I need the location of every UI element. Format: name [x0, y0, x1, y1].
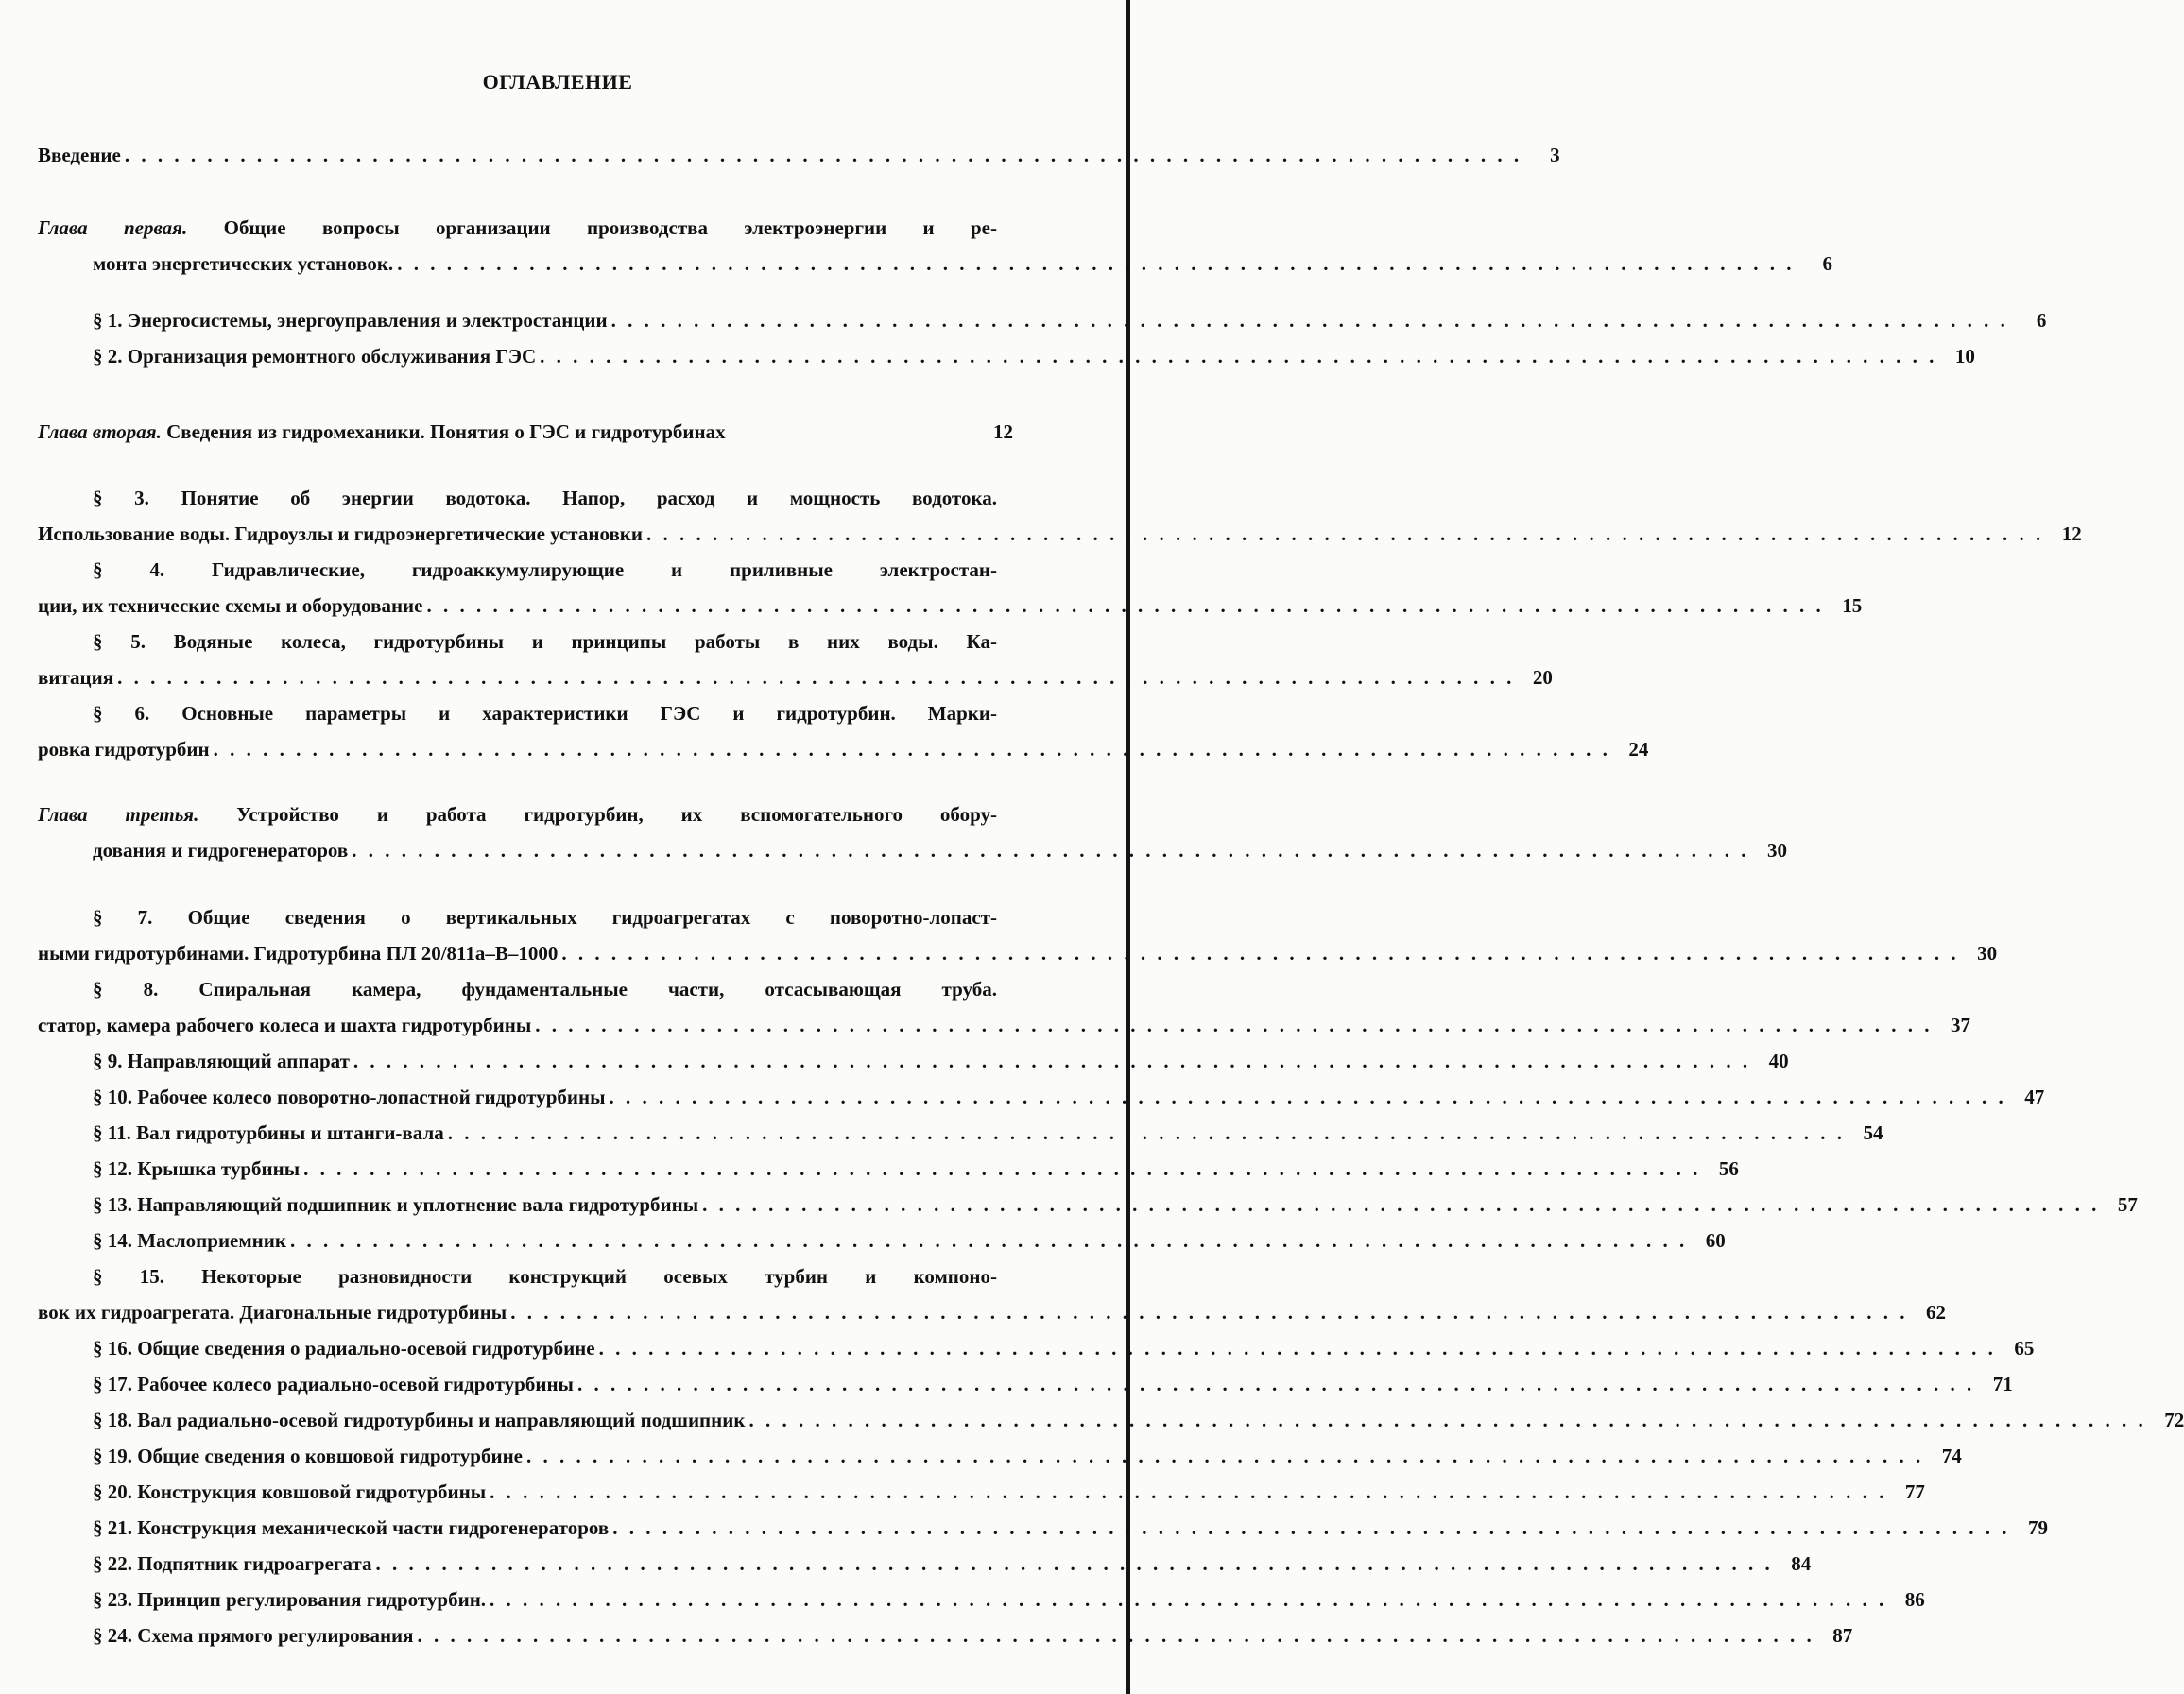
entry-title-line-1: § 7. Общие сведения о вертикальных гидроагрегатах с поворотно-лопаст-	[93, 906, 997, 929]
toc-entry-section-5[interactable]	[0, 624, 1553, 695]
chapter-title-line-1: Общие вопросы организации производства электроэнергии и ре-	[223, 216, 997, 239]
toc-entry-section-15[interactable]	[0, 1258, 1946, 1330]
page-number: 15	[1842, 594, 1863, 617]
toc-entry-section-3[interactable]	[0, 480, 2082, 552]
page-number: 74	[1941, 1445, 1962, 1467]
entry-title: Введение	[38, 144, 121, 166]
leader-dots: . . . . . . . . . . . . . . . . . . . . . . . . . . . . . . . . . . . . . . . . . . . . . . . . . . . . . . . . . . . . . . . . . . . . . . . . . . . . . . . . . . . . .	[353, 1050, 1751, 1072]
entry-title: § 22. Подпятник гидроагрегата	[93, 1552, 372, 1575]
toc-entry-section-20[interactable]	[0, 1474, 1925, 1510]
page-number: 87	[1832, 1624, 1853, 1647]
toc-entry-section-21[interactable]	[0, 1510, 2048, 1546]
chapter-title-line-2: монта энергетических установок.	[93, 252, 394, 275]
entry-title: § 18. Вал радиально-осевой гидротурбины и направляющий подшипник	[93, 1409, 746, 1431]
toc-heading: ОГЛАВЛЕНИЕ	[482, 70, 633, 94]
toc-entry-section-7[interactable]	[0, 899, 1998, 971]
leader-dots: . . . . . . . . . . . . . . . . . . . . . . . . . . . . . . . . . . . . . . . . . . . . . . . . . . . . . . . . . . . . . . . . . . . . . . . . . . . . . . . . . . . . .	[598, 1337, 1997, 1360]
entry-title: § 17. Рабочее колесо радиально-осевой гидротурбины	[93, 1373, 574, 1395]
toc-entry-section-11[interactable]	[0, 1115, 1883, 1151]
toc-entry-section-22[interactable]	[0, 1546, 1812, 1582]
page-number: 10	[1954, 345, 1975, 368]
chapter-title-line-1: Устройство и работа гидротурбин, их вспомогательного обору-	[236, 803, 997, 826]
toc-entry-section-18[interactable]	[0, 1402, 2184, 1438]
page-number: 6	[1822, 252, 1832, 275]
leader-dots: . . . . . . . . . . . . . . . . . . . . . . . . . . . . . . . . . . . . . . . . . . . . . . . . . . . . . . . . . . . . . . . . . . . . . . . . . . . . . . . . . . . . .	[540, 345, 1937, 368]
entry-title-line-1: § 8. Спиральная камера, фундаментальные части, отсасывающая труба.	[93, 978, 997, 1001]
page-number: 6	[2036, 309, 2047, 332]
leader-dots: . . . . . . . . . . . . . . . . . . . . . . . . . . . . . . . . . . . . . . . . . . . . . . . . . . . . . . . . . . . . . . . . . . . . . . . . . . . . . . . . . . . . .	[576, 1373, 1975, 1395]
entry-title-line-1: § 3. Понятие об энергии водотока. Напор, расход и мощность водотока.	[93, 487, 997, 509]
toc-entry-section-9[interactable]	[0, 1043, 1789, 1079]
leader-dots: . . . . . . . . . . . . . . . . . . . . . . . . . . . . . . . . . . . . . . . . . . . . . . . . . . . . . . . . . . . . . . . . . . . . . . . . . . . . . . . . . . . . .	[303, 1157, 1701, 1180]
toc-entry-section-2[interactable]	[0, 338, 1975, 374]
toc-entry-section-12[interactable]	[0, 1151, 1739, 1187]
entry-title-line-2: ции, их технические схемы и оборудование	[38, 594, 423, 617]
entry-title: § 9. Направляющий аппарат	[93, 1050, 350, 1072]
entry-title-line-1: § 6. Основные параметры и характеристики ГЭС и гидротурбин. Марки-	[93, 702, 997, 725]
leader-dots: . . . . . . . . . . . . . . . . . . . . . . . . . . . . . . . . . . . . . . . . . . . . . . . . . . . . . . . . . . . . . . . . . . . . . . . . . . . . . . . . . . . . .	[610, 309, 2009, 332]
entry-title: § 11. Вал гидротурбины и штанги-вала	[93, 1121, 444, 1144]
entry-title: § 20. Конструкция ковшовой гидротурбины	[93, 1480, 487, 1503]
page-number: 47	[2024, 1086, 2045, 1108]
entry-title: § 16. Общие сведения о радиально-осевой гидротурбине	[93, 1337, 595, 1360]
toc-entry-section-6[interactable]	[0, 695, 1649, 767]
toc-entry-section-17[interactable]	[0, 1366, 2013, 1402]
entry-title-line-2: витация	[38, 666, 114, 689]
leader-dots: . . . . . . . . . . . . . . . . . . . . . . . . . . . . . . . . . . . . . . . . . . . . . . . . . . . . . . . . . . . . . . . . . . . . . . . . . . . . . . . . . . . . .	[289, 1229, 1688, 1252]
leader-dots: . . . . . . . . . . . . . . . . . . . . . . . . . . . . . . . . . . . . . . . . . . . . . . . . . . . . . . . . . . . . . . . . . . . . . . . . . . . . . . . . . . . . .	[426, 594, 1825, 617]
page-number: 60	[1705, 1229, 1726, 1252]
chapter-label: Глава вторая.	[38, 420, 162, 443]
entry-title-line-2: ровка гидротурбин	[38, 738, 210, 761]
toc-entry-section-10[interactable]	[0, 1079, 2045, 1115]
toc-entry-section-16[interactable]	[0, 1330, 2035, 1366]
leader-dots: . . . . . . . . . . . . . . . . . . . . . . . . . . . . . . . . . . . . . . . . . . . . . . . . . . . . . . . . . . . . . . . . . . . . . . . . . . . . . . . . . . . . .	[375, 1552, 1774, 1575]
entry-title-line-2: ными гидротурбинами. Гидротурбина ПЛ 20/811а–В–1000	[38, 942, 559, 965]
leader-dots: . . . . . . . . . . . . . . . . . . . . . . . . . . . . . . . . . . . . . . . . . . . . . . . . . . . . . . . . . . . . . . . . . . . . . . . . . . . . . . . . . . . . .	[526, 1445, 1924, 1467]
toc-entry-section-23[interactable]	[0, 1582, 1925, 1617]
leader-dots: . . . . . . . . . . . . . . . . . . . . . . . . . . . . . . . . . . . . . . . . . . . . . . . . . . . . . . . . . . . . . . . . . . . . . . . . . . . . . . . . . . . . .	[561, 942, 1960, 965]
entry-title: § 2. Организация ремонтного обслуживания ГЭС	[93, 345, 537, 368]
leader-dots: . . . . . . . . . . . . . . . . . . . . . . . . . . . . . . . . . . . . . . . . . . . . . . . . . . . . . . . . . . . . . . . . . . . . . . . . . . . . . . . . . . . . .	[124, 144, 1522, 166]
chapter-title-line-2: дования и гидрогенераторов	[93, 839, 349, 862]
toc-entry-intro[interactable]	[0, 137, 1560, 173]
toc-entry-section-24[interactable]	[0, 1617, 1853, 1653]
toc-entry-chapter-3[interactable]	[0, 796, 1787, 868]
toc-entry-chapter-1[interactable]	[0, 210, 1832, 282]
entry-title-line-2: Использование воды. Гидроузлы и гидроэнергетические установки	[38, 522, 643, 545]
page-number: 3	[1550, 144, 1560, 166]
entry-title: § 19. Общие сведения о ковшовой гидротурбине	[93, 1445, 523, 1467]
toc-entry-section-1[interactable]	[0, 302, 2047, 338]
leader-dots: . . . . . . . . . . . . . . . . . . . . . . . . . . . . . . . . . . . . . . . . . . . . . . . . . . . . . . . . . . . . . . . . . . . . . . . . . . . . . . . . . . . . .	[352, 839, 1749, 862]
leader-dots: . . . . . . . . . . . . . . . . . . . . . . . . . . . . . . . . . . . . . . . . . . . . . . . . . . . . . . . . . . . . . . . . . . . . . . . . . . . . . . . . . . . . .	[609, 1086, 2007, 1108]
leader-dots: . . . . . . . . . . . . . . . . . . . . . . . . . . . . . . . . . . . . . . . . . . . . . . . . . . . . . . . . . . . . . . . . . . . . . . . . . . . . . . . . . . . . .	[447, 1121, 1846, 1144]
leader-dots: . . . . . . . . . . . . . . . . . . . . . . . . . . . . . . . . . . . . . . . . . . . . . . . . . . . . . . . . . . . . . . . . . . . . . . . . . . . . . . . . . . . . .	[535, 1014, 1934, 1036]
page-number: 30	[1766, 839, 1787, 862]
chapter-title: Сведения из гидромеханики. Понятия о ГЭС и гидротурбинах	[166, 420, 726, 443]
leader-dots: . . . . . . . . . . . . . . . . . . . . . . . . . . . . . . . . . . . . . . . . . . . . . . . . . . . . . . . . . . . . . . . . . . . . . . . . . . . . . . . . . . . . .	[490, 1588, 1887, 1611]
leader-dots: . . . . . . . . . . . . . . . . . . . . . . . . . . . . . . . . . . . . . . . . . . . . . . . . . . . . . . . . . . . . . . . . . . . . . . . . . . . . . . . . . . . . .	[490, 1480, 1887, 1503]
entry-title: § 14. Маслоприемник	[93, 1229, 286, 1252]
leader-dots: . . . . . . . . . . . . . . . . . . . . . . . . . . . . . . . . . . . . . . . . . . . . . . . . . . . . . . . . . . . . . . . . . . . . . . . . . . . . . . . . . . . . .	[510, 1301, 1908, 1324]
entry-title-line-1: § 4. Гидравлические, гидроаккумулирующие и приливные электростан-	[93, 558, 997, 581]
leader-dots: . . . . . . . . . . . . . . . . . . . . . . . . . . . . . . . . . . . . . . . . . . . . . . . . . . . . . . . . . . . . . . . . . . . . . . . . . . . . . . . . . . . . .	[646, 522, 2044, 545]
page-number: 20	[1532, 666, 1553, 689]
page-number: 62	[1925, 1301, 1946, 1324]
toc-entry-section-19[interactable]	[0, 1438, 1962, 1474]
entry-title: § 1. Энергосистемы, энергоуправления и электростанции	[93, 309, 608, 332]
entry-title-line-2: статор, камера рабочего колеса и шахта гидротурбины	[38, 1014, 532, 1036]
page-number: 72	[2164, 1409, 2184, 1431]
entry-title-line-2: вок их гидроагрегата. Диагональные гидротурбины	[38, 1301, 507, 1324]
page-number: 65	[2014, 1337, 2035, 1360]
page-number: 12	[2061, 522, 2082, 545]
page-number: 86	[1904, 1588, 1925, 1611]
toc-entry-section-13[interactable]	[0, 1187, 2138, 1223]
chapter-label: Глава третья.	[38, 803, 199, 826]
toc-entry-section-14[interactable]	[0, 1223, 1726, 1258]
toc-entry-section-8[interactable]	[0, 971, 1971, 1043]
toc-entry-chapter-2[interactable]	[0, 414, 1115, 450]
toc-entry-section-4[interactable]	[0, 552, 1863, 624]
page-number: 40	[1768, 1050, 1789, 1072]
page-number: 71	[1992, 1373, 2013, 1395]
page-number: 77	[1904, 1480, 1925, 1503]
page-number: 24	[1628, 738, 1649, 761]
entry-title: § 12. Крышка турбины	[93, 1157, 301, 1180]
leader-dots: . . . . . . . . . . . . . . . . . . . . . . . . . . . . . . . . . . . . . . . . . . . . . . . . . . . . . . . . . . . . . . . . . . . . . . . . . . . . . . . . . . . . .	[117, 666, 1515, 689]
page-number: 57	[2117, 1193, 2138, 1216]
leader-dots: . . . . . . . . . . . . . . . . . . . . . . . . . . . . . . . . . . . . . . . . . . . . . . . . . . . . . . . . . . . . . . . . . . . . . . . . . . . . . . . . . . . . .	[213, 738, 1611, 761]
leader-dots: . . . . . . . . . . . . . . . . . . . . . . . . . . . . . . . . . . . . . . . . . . . . . . . . . . . . . . . . . . . . . . . . . . . . . . . . . . . . . . . . . . . . .	[397, 252, 1795, 275]
entry-title: § 24. Схема прямого регулирования	[93, 1624, 414, 1647]
page-number: 12	[993, 420, 1013, 443]
leader-dots: . . . . . . . . . . . . . . . . . . . . . . . . . . . . . . . . . . . . . . . . . . . . . . . . . . . . . . . . . . . . . . . . . . . . . . . . . . . . . . . . . . . . .	[748, 1409, 2147, 1431]
page-number: 56	[1718, 1157, 1739, 1180]
entry-title: § 13. Направляющий подшипник и уплотнение вала гидротурбины	[93, 1193, 699, 1216]
page-number: 30	[1977, 942, 1998, 965]
page-number: 37	[1951, 1014, 1971, 1036]
entry-title-line-1: § 5. Водяные колеса, гидротурбины и принципы работы в них воды. Ка-	[93, 630, 997, 653]
page-number: 54	[1863, 1121, 1883, 1144]
page-number: 79	[2027, 1516, 2048, 1539]
chapter-label: Глава первая.	[38, 216, 188, 239]
entry-title-line-1: § 15. Некоторые разновидности конструкций осевых турбин и компоно-	[93, 1265, 997, 1288]
leader-dots: . . . . . . . . . . . . . . . . . . . . . . . . . . . . . . . . . . . . . . . . . . . . . . . . . . . . . . . . . . . . . . . . . . . . . . . . . . . . . . . . . . . . .	[612, 1516, 2010, 1539]
leader-dots: . . . . . . . . . . . . . . . . . . . . . . . . . . . . . . . . . . . . . . . . . . . . . . . . . . . . . . . . . . . . . . . . . . . . . . . . . . . . . . . . . . . . .	[417, 1624, 1815, 1647]
page-number: 84	[1791, 1552, 1812, 1575]
leader-dots: . . . . . . . . . . . . . . . . . . . . . . . . . . . . . . . . . . . . . . . . . . . . . . . . . . . . . . . . . . . . . . . . . . . . . . . . . . . . . . . . . . . . .	[702, 1193, 2100, 1216]
entry-title: § 21. Конструкция механической части гидрогенераторов	[93, 1516, 610, 1539]
entry-title: § 23. Принцип регулирования гидротурбин.	[93, 1588, 487, 1611]
entry-title: § 10. Рабочее колесо поворотно-лопастной гидротурбины	[93, 1086, 606, 1108]
